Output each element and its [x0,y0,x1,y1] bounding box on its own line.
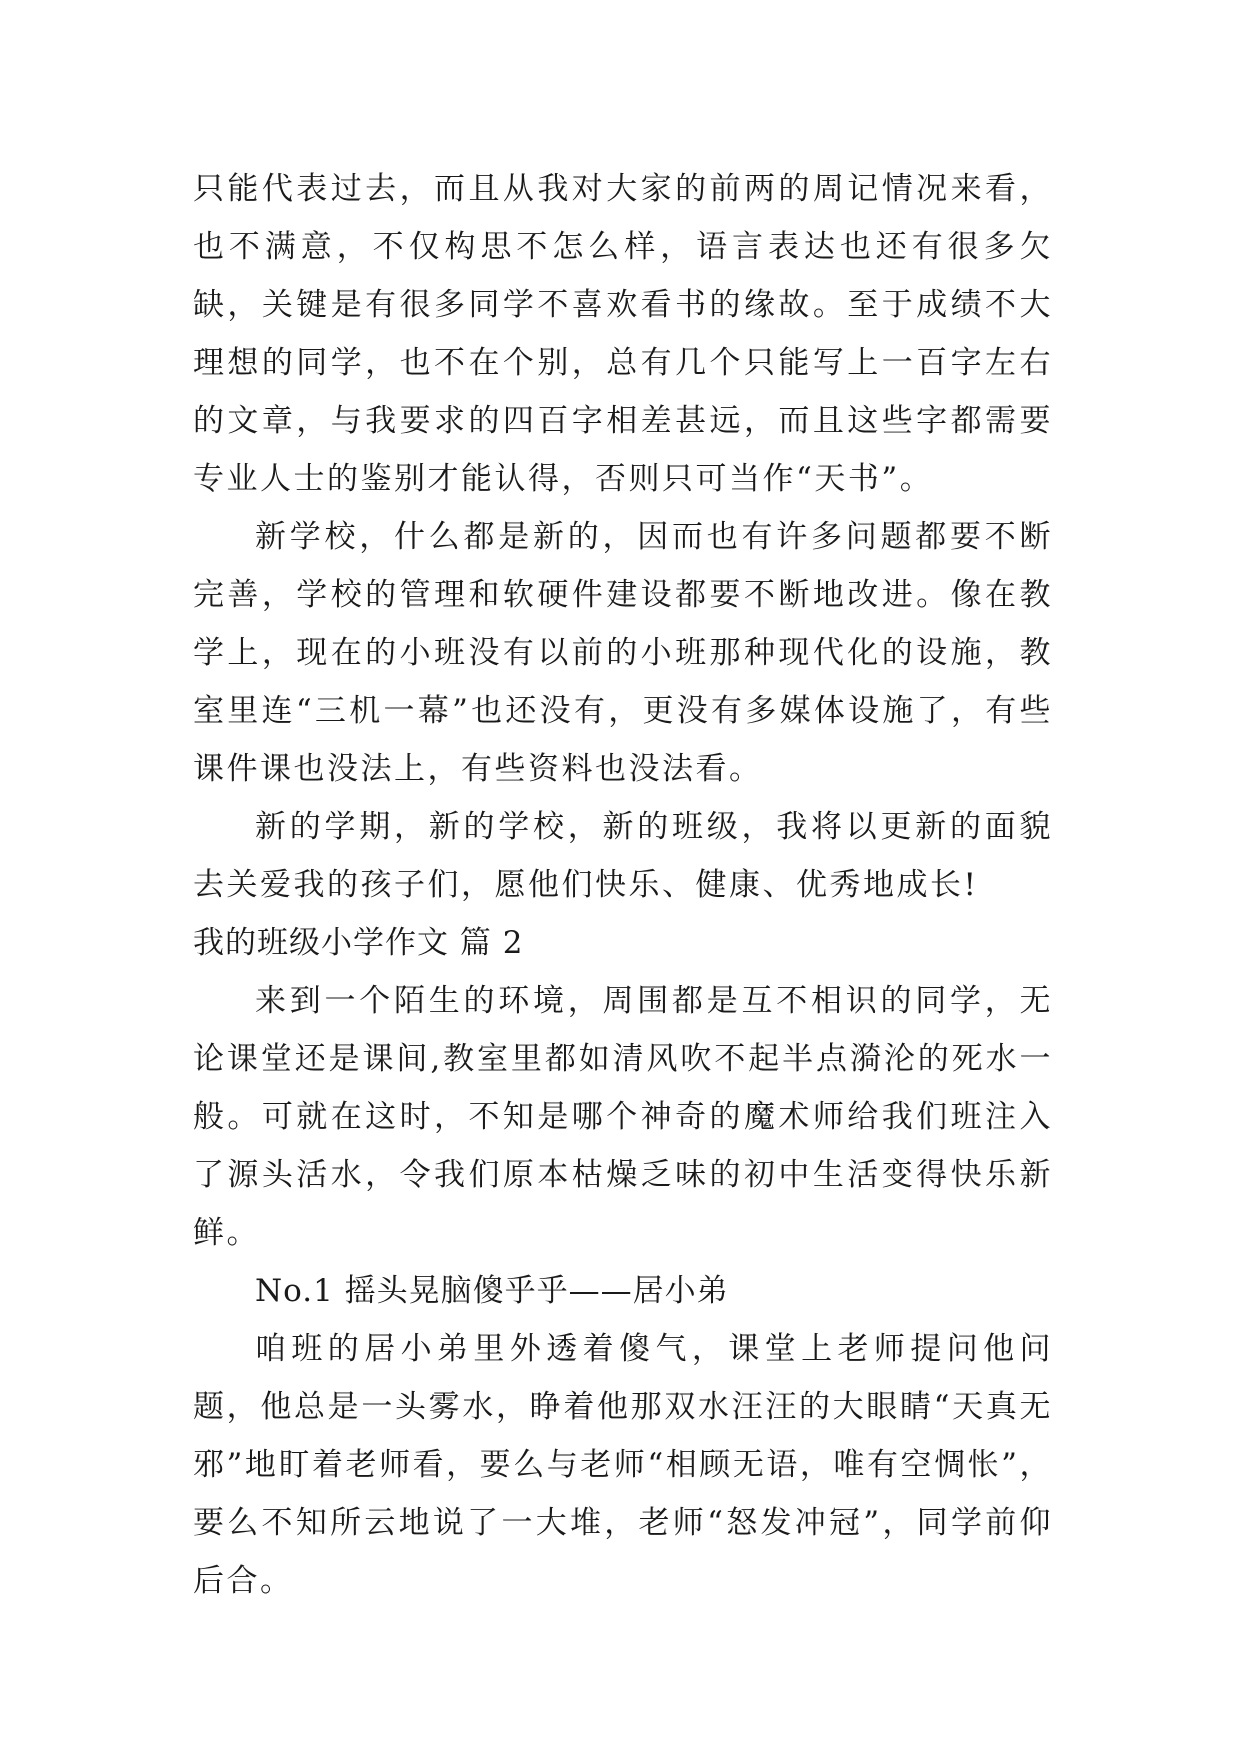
document-page [193,160,1053,1610]
paragraph-5: 咱班的居小弟里外透着傻气，课堂上老师提问他问题，他总是一头雾水，睁着他那双水汪汪的大眼睛“天真无邪”地盯着老师看，要么与老师“相顾无语，唯有空惆怅”，要么不知所云地说了一大堆，老师“怒发冲冠”，同学前仰后合。 [193,1331,1053,1599]
subheading: No.1 摇头晃脑傻乎乎——居小弟 [255,1273,729,1309]
paragraph-1: 只能代表过去，而且从我对大家的前两的周记情况来看，也不满意，不仅构思不怎么样，语言表达也还有很多欠缺，关键是有很多同学不喜欢看书的缘故。至于成绩不大理想的同学，也不在个别，总有几个只能写上一百字左右的文章，与我要求的四百字相差甚远，而且这些字都需要专业人士的鉴别才能认得，否则只可当作“天书”。 [193,171,1053,497]
section-heading: 我的班级小学作文 篇 2 [193,925,524,961]
paragraph-2: 新学校，什么都是新的，因而也有许多问题都要不断完善，学校的管理和软硬件建设都要不断地改进。像在教学上，现在的小班没有以前的小班那种现代化的设施，教室里连“三机一幕”也还没有，更没有多媒体设施了，有些课件课也没法上，有些资料也没法看。 [193,519,1053,787]
paragraph-3: 新的学期，新的学校，新的班级，我将以更新的面貌去关爱我的孩子们，愿他们快乐、健康、优秀地成长! [193,809,1053,903]
paragraph-4: 来到一个陌生的环境，周围都是互不相识的同学，无论课堂还是课间,教室里都如清风吹不起半点漪沦的死水一般。可就在这时，不知是哪个神奇的魔术师给我们班注入了源头活水，令我们原本枯燥乏味的初中生活变得快乐新鲜。 [193,983,1053,1251]
